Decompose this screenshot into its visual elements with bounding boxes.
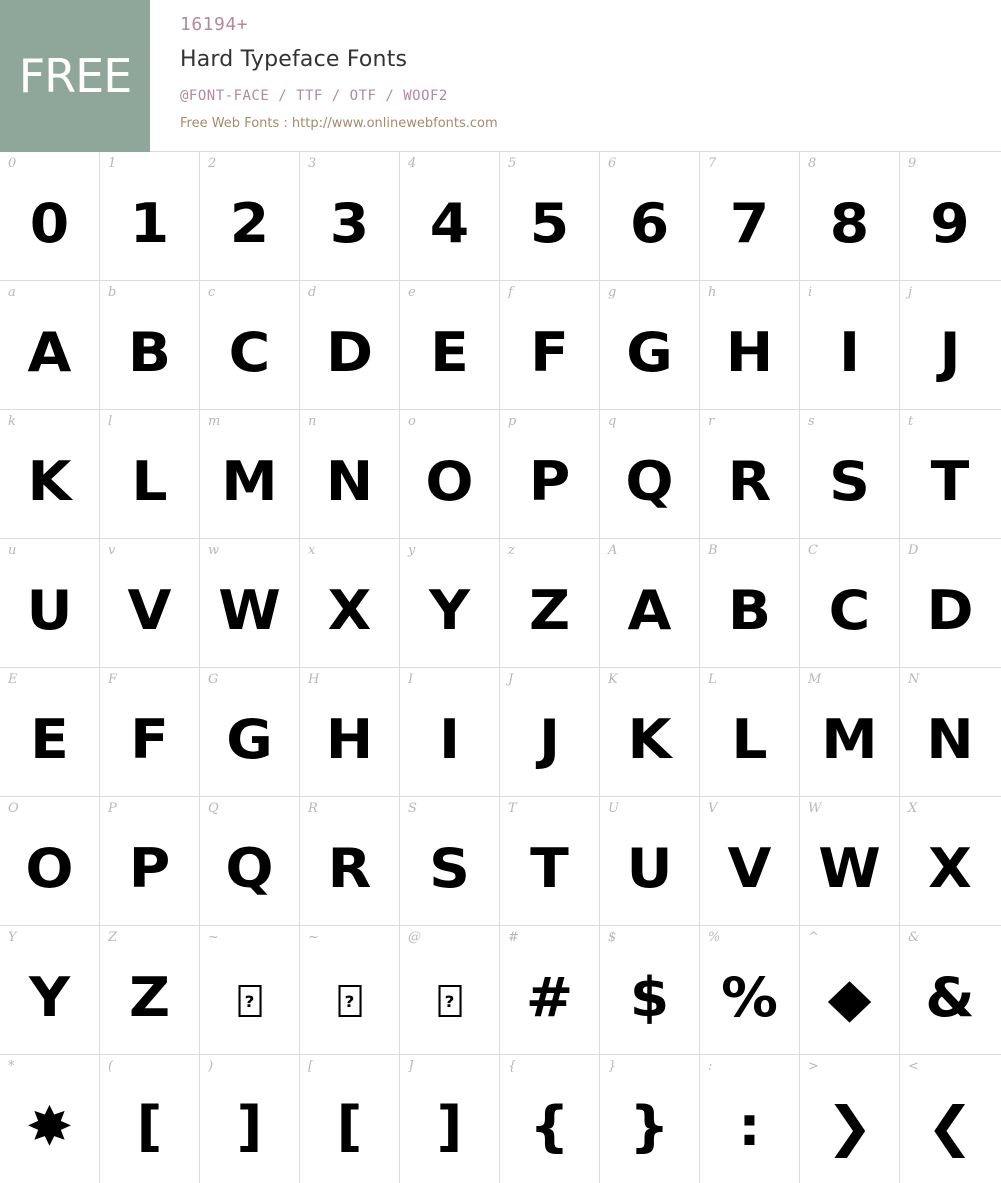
glyph-cell-glyph: Y	[0, 926, 101, 1054]
glyph-cell-label: D	[908, 543, 918, 558]
glyph-row	[0, 410, 1001, 539]
glyph-cell-label: C	[808, 543, 818, 558]
glyph-cell-glyph: R	[298, 797, 402, 925]
glyph-cell-label: i	[808, 285, 812, 300]
glyph-cell-glyph: Q	[598, 410, 702, 538]
glyph-cell[interactable]	[700, 797, 800, 925]
glyph-cell[interactable]	[700, 668, 800, 796]
glyph-cell-label: Z	[108, 930, 117, 945]
glyph-cell[interactable]	[500, 1055, 600, 1183]
glyph-cell-glyph: :	[698, 1055, 802, 1183]
glyph-cell-glyph: A	[0, 281, 101, 409]
glyph-cell-label: ]	[408, 1059, 413, 1074]
glyph-cell[interactable]	[400, 281, 500, 409]
glyph-cell-glyph: P	[498, 410, 602, 538]
glyph-cell-glyph: D	[298, 281, 402, 409]
glyph-cell[interactable]	[700, 410, 800, 538]
glyph-cell[interactable]	[200, 281, 300, 409]
glyph-cell-label: W	[808, 801, 821, 816]
glyph-count: 16194+	[180, 14, 1001, 35]
glyph-cell[interactable]	[700, 1055, 800, 1183]
notdef-box-icon: ?	[438, 985, 461, 1017]
glyph-cell-label: t	[908, 414, 913, 429]
glyph-cell[interactable]	[300, 539, 400, 667]
glyph-cell[interactable]	[800, 926, 900, 1054]
glyph-cell-label: o	[408, 414, 416, 429]
glyph-cell-glyph: ]	[398, 1055, 502, 1183]
glyph-cell-glyph: J	[898, 281, 1001, 409]
glyph-cell-glyph: T	[498, 797, 602, 925]
glyph-cell[interactable]	[600, 410, 700, 538]
glyph-cell[interactable]	[300, 797, 400, 925]
glyph-cell-label: ~	[208, 930, 219, 945]
glyph-cell-glyph: $	[598, 926, 702, 1054]
glyph-cell[interactable]	[400, 1055, 500, 1183]
glyph-cell[interactable]	[600, 281, 700, 409]
glyph-cell-label: ~	[308, 930, 319, 945]
glyph-cell-label: #	[508, 930, 519, 945]
glyph-cell[interactable]	[800, 797, 900, 925]
glyph-cell-label: P	[108, 801, 117, 816]
glyph-cell-label: 6	[608, 156, 616, 171]
glyph-cell-label: J	[508, 672, 513, 687]
glyph-cell-glyph: A	[598, 539, 702, 667]
glyph-cell[interactable]	[600, 539, 700, 667]
glyph-cell[interactable]	[400, 668, 500, 796]
glyph-cell[interactable]	[900, 539, 1000, 667]
glyph-grid	[0, 152, 1001, 1183]
glyph-cell-label: *	[8, 1059, 15, 1074]
glyph-cell[interactable]	[500, 926, 600, 1054]
glyph-cell-label: I	[408, 672, 413, 687]
glyph-cell-glyph: H	[698, 281, 802, 409]
glyph-cell-glyph: T	[898, 410, 1001, 538]
glyph-cell-glyph: R	[698, 410, 802, 538]
glyph-cell-label: F	[108, 672, 117, 687]
glyph-cell-glyph: L	[698, 668, 802, 796]
glyph-cell[interactable]	[900, 410, 1000, 538]
glyph-cell-label: c	[208, 285, 215, 300]
glyph-row	[0, 668, 1001, 797]
glyph-cell[interactable]	[200, 539, 300, 667]
glyph-cell-label: z	[508, 543, 515, 558]
glyph-cell-label: ^	[808, 930, 819, 945]
glyph-cell-glyph: 7	[698, 152, 802, 280]
glyph-row	[0, 797, 1001, 926]
glyph-cell-label: v	[108, 543, 115, 558]
glyph-cell-label: x	[308, 543, 315, 558]
glyph-cell[interactable]	[100, 926, 200, 1054]
glyph-cell-label: m	[208, 414, 220, 429]
glyph-cell-label: 0	[8, 156, 16, 171]
glyph-row	[0, 539, 1001, 668]
glyph-cell-glyph: M	[198, 410, 302, 538]
glyph-cell-glyph: J	[498, 668, 602, 796]
glyph-cell-label: %	[708, 930, 720, 945]
glyph-cell-glyph: Z	[98, 926, 202, 1054]
glyph-cell[interactable]	[800, 152, 900, 280]
glyph-cell-label: p	[508, 414, 516, 429]
glyph-cell[interactable]	[100, 152, 200, 280]
glyph-cell[interactable]	[700, 926, 800, 1054]
glyph-cell-glyph: P	[98, 797, 202, 925]
glyph-cell-label: l	[108, 414, 112, 429]
glyph-cell[interactable]	[500, 152, 600, 280]
glyph-cell-label: T	[508, 801, 517, 816]
glyph-cell-glyph: F	[98, 668, 202, 796]
glyph-cell[interactable]	[0, 668, 100, 796]
glyph-cell-label: b	[108, 285, 116, 300]
glyph-cell[interactable]	[500, 281, 600, 409]
glyph-cell-label: K	[608, 672, 618, 687]
glyph-cell-label: N	[908, 672, 919, 687]
glyph-cell[interactable]	[100, 668, 200, 796]
glyph-cell-glyph: M	[798, 668, 902, 796]
glyph-cell-glyph: S	[798, 410, 902, 538]
glyph-cell-glyph: ◆	[798, 926, 902, 1054]
glyph-cell-label: 2	[208, 156, 216, 171]
glyph-cell-label: y	[408, 543, 415, 558]
glyph-cell-glyph: [	[98, 1055, 202, 1183]
glyph-cell[interactable]	[200, 152, 300, 280]
glyph-cell-label: {	[508, 1059, 516, 1074]
glyph-cell[interactable]	[0, 1055, 100, 1183]
glyph-cell-label: 4	[408, 156, 416, 171]
glyph-cell[interactable]	[500, 668, 600, 796]
glyph-cell-glyph: N	[298, 410, 402, 538]
glyph-cell-label: E	[8, 672, 18, 687]
glyph-cell-glyph: V	[98, 539, 202, 667]
glyph-cell-glyph: C	[198, 281, 302, 409]
glyph-cell-glyph: F	[498, 281, 602, 409]
glyph-cell[interactable]	[500, 410, 600, 538]
page-title: Hard Typeface Fonts	[180, 47, 1001, 72]
source-link[interactable]: Free Web Fonts : http://www.onlinewebfonts.com	[180, 116, 1001, 131]
glyph-cell[interactable]	[500, 539, 600, 667]
glyph-cell-label: q	[608, 414, 616, 429]
glyph-cell[interactable]	[300, 410, 400, 538]
glyph-cell-glyph: D	[898, 539, 1001, 667]
glyph-cell[interactable]	[0, 410, 100, 538]
glyph-cell-glyph: ]	[198, 1055, 302, 1183]
glyph-cell[interactable]	[900, 152, 1000, 280]
glyph-cell[interactable]	[400, 797, 500, 925]
glyph-cell-label: [	[308, 1059, 313, 1074]
glyph-cell[interactable]	[900, 797, 1000, 925]
glyph-row	[0, 152, 1001, 281]
glyph-cell[interactable]	[400, 539, 500, 667]
glyph-cell[interactable]	[200, 1055, 300, 1183]
glyph-cell-label: &	[908, 930, 920, 945]
glyph-cell-label: s	[808, 414, 815, 429]
glyph-cell-glyph: 4	[398, 152, 502, 280]
glyph-cell-label: B	[708, 543, 718, 558]
glyph-cell-label: $	[608, 930, 616, 945]
glyph-cell-glyph: {	[498, 1055, 602, 1183]
glyph-cell-label: :	[708, 1059, 712, 1074]
glyph-cell-glyph: 5	[498, 152, 602, 280]
glyph-cell[interactable]	[0, 281, 100, 409]
glyph-cell[interactable]	[200, 668, 300, 796]
glyph-cell[interactable]	[900, 281, 1000, 409]
glyph-cell-label: 5	[508, 156, 516, 171]
glyph-cell[interactable]	[800, 539, 900, 667]
glyph-cell-glyph: &	[898, 926, 1001, 1054]
glyph-cell[interactable]	[200, 410, 300, 538]
glyph-cell[interactable]	[300, 668, 400, 796]
glyph-cell[interactable]	[400, 152, 500, 280]
glyph-cell-glyph: E	[0, 668, 101, 796]
glyph-cell-label: Y	[8, 930, 17, 945]
glyph-cell-label: w	[208, 543, 219, 558]
glyph-cell[interactable]	[0, 539, 100, 667]
glyph-cell-label: @	[408, 930, 421, 945]
glyph-cell-label: H	[308, 672, 319, 687]
glyph-cell-label: U	[608, 801, 619, 816]
glyph-cell-glyph: K	[598, 668, 702, 796]
glyph-cell[interactable]	[300, 1055, 400, 1183]
glyph-cell[interactable]	[900, 668, 1000, 796]
glyph-cell-label: R	[308, 801, 318, 816]
glyph-cell[interactable]	[800, 1055, 900, 1183]
glyph-cell-glyph	[398, 926, 502, 1054]
glyph-cell-glyph: 3	[298, 152, 402, 280]
glyph-cell[interactable]	[700, 152, 800, 280]
glyph-cell-label: 8	[808, 156, 816, 171]
glyph-cell[interactable]	[100, 797, 200, 925]
glyph-cell-glyph: ❯	[798, 1055, 902, 1183]
glyph-cell-label: j	[908, 285, 912, 300]
glyph-cell-label: e	[408, 285, 416, 300]
glyph-cell-label: 7	[708, 156, 716, 171]
glyph-cell-label: Q	[208, 801, 219, 816]
glyph-cell-label: 3	[308, 156, 316, 171]
glyph-cell-glyph: X	[898, 797, 1001, 925]
glyph-cell[interactable]	[500, 797, 600, 925]
glyph-cell[interactable]	[100, 410, 200, 538]
glyph-cell-glyph: U	[0, 539, 101, 667]
glyph-cell-label: <	[908, 1059, 919, 1074]
glyph-row	[0, 926, 1001, 1055]
glyph-cell-glyph: U	[598, 797, 702, 925]
glyph-cell[interactable]	[600, 668, 700, 796]
glyph-cell-glyph: Y	[398, 539, 502, 667]
glyph-cell-label: G	[208, 672, 218, 687]
glyph-cell-label: g	[608, 285, 616, 300]
glyph-cell-glyph: 6	[598, 152, 702, 280]
glyph-cell[interactable]	[100, 539, 200, 667]
glyph-cell-glyph: 8	[798, 152, 902, 280]
glyph-cell-label: k	[8, 414, 16, 429]
format-list: @FONT-FACE / TTF / OTF / WOOF2	[180, 88, 1001, 104]
glyph-cell-label: a	[8, 285, 16, 300]
glyph-row	[0, 281, 1001, 410]
glyph-cell-label: L	[708, 672, 717, 687]
glyph-cell-label: f	[508, 285, 513, 300]
glyph-cell-label: h	[708, 285, 716, 300]
glyph-cell[interactable]	[600, 797, 700, 925]
glyph-cell[interactable]	[0, 152, 100, 280]
glyph-cell-glyph: E	[398, 281, 502, 409]
glyph-cell-glyph: I	[398, 668, 502, 796]
glyph-cell-glyph: S	[398, 797, 502, 925]
free-badge: FREE	[0, 0, 150, 152]
glyph-cell-label: n	[308, 414, 316, 429]
glyph-cell[interactable]	[200, 797, 300, 925]
glyph-cell-glyph: ❮	[898, 1055, 1001, 1183]
font-header	[0, 0, 1001, 152]
glyph-cell-label: )	[208, 1059, 213, 1074]
glyph-cell-label: 1	[108, 156, 116, 171]
glyph-cell[interactable]	[800, 668, 900, 796]
glyph-cell-label: X	[908, 801, 917, 816]
glyph-cell[interactable]	[300, 152, 400, 280]
glyph-cell[interactable]	[800, 410, 900, 538]
glyph-cell-label: u	[8, 543, 16, 558]
glyph-cell-glyph: K	[0, 410, 101, 538]
glyph-cell-glyph: 2	[198, 152, 302, 280]
glyph-cell-label: O	[8, 801, 19, 816]
glyph-cell-glyph: X	[298, 539, 402, 667]
glyph-cell-glyph: H	[298, 668, 402, 796]
glyph-cell-label: r	[708, 414, 714, 429]
glyph-cell-glyph: 9	[898, 152, 1001, 280]
glyph-cell[interactable]	[700, 281, 800, 409]
notdef-box-icon: ?	[338, 985, 361, 1017]
glyph-cell[interactable]	[900, 926, 1000, 1054]
glyph-cell-label: S	[408, 801, 417, 816]
glyph-cell-glyph: G	[198, 668, 302, 796]
header-info	[150, 0, 1001, 151]
glyph-cell[interactable]	[200, 926, 300, 1054]
glyph-cell-glyph: %	[698, 926, 802, 1054]
glyph-cell-label: M	[808, 672, 821, 687]
glyph-cell-glyph: ✸	[0, 1055, 101, 1183]
glyph-cell-glyph	[298, 926, 402, 1054]
glyph-cell[interactable]	[600, 152, 700, 280]
glyph-cell-glyph: }	[598, 1055, 702, 1183]
glyph-cell-label: V	[708, 801, 717, 816]
glyph-cell-glyph: [	[298, 1055, 402, 1183]
glyph-cell-glyph: Q	[198, 797, 302, 925]
glyph-cell[interactable]	[600, 1055, 700, 1183]
glyph-cell[interactable]	[800, 281, 900, 409]
glyph-cell-glyph: V	[698, 797, 802, 925]
glyph-cell-glyph: B	[698, 539, 802, 667]
glyph-row	[0, 1055, 1001, 1183]
glyph-cell-glyph	[198, 926, 302, 1054]
glyph-cell[interactable]	[0, 926, 100, 1054]
glyph-cell-label: }	[608, 1059, 616, 1074]
glyph-cell-glyph: B	[98, 281, 202, 409]
glyph-cell[interactable]	[0, 797, 100, 925]
glyph-cell-glyph: Z	[498, 539, 602, 667]
glyph-cell-glyph: 0	[0, 152, 101, 280]
glyph-cell-glyph: 1	[98, 152, 202, 280]
glyph-cell[interactable]	[400, 410, 500, 538]
glyph-cell-glyph: O	[398, 410, 502, 538]
glyph-cell-glyph: L	[98, 410, 202, 538]
glyph-cell-label: 9	[908, 156, 916, 171]
glyph-cell[interactable]	[100, 1055, 200, 1183]
glyph-cell[interactable]	[300, 281, 400, 409]
glyph-cell-label: (	[108, 1059, 113, 1074]
glyph-cell[interactable]	[400, 926, 500, 1054]
glyph-cell-label: >	[808, 1059, 819, 1074]
glyph-cell-label: d	[308, 285, 316, 300]
notdef-box-icon: ?	[238, 985, 261, 1017]
glyph-cell[interactable]	[100, 281, 200, 409]
glyph-cell-glyph: N	[898, 668, 1001, 796]
glyph-cell-glyph: W	[798, 797, 902, 925]
glyph-cell-glyph: W	[198, 539, 302, 667]
glyph-cell-glyph: #	[498, 926, 602, 1054]
glyph-cell-label: A	[608, 543, 617, 558]
glyph-cell-glyph: O	[0, 797, 101, 925]
glyph-cell[interactable]	[900, 1055, 1000, 1183]
glyph-cell[interactable]	[300, 926, 400, 1054]
glyph-cell[interactable]	[700, 539, 800, 667]
glyph-cell[interactable]	[600, 926, 700, 1054]
glyph-cell-glyph: C	[798, 539, 902, 667]
glyph-cell-glyph: I	[798, 281, 902, 409]
glyph-cell-glyph: G	[598, 281, 702, 409]
